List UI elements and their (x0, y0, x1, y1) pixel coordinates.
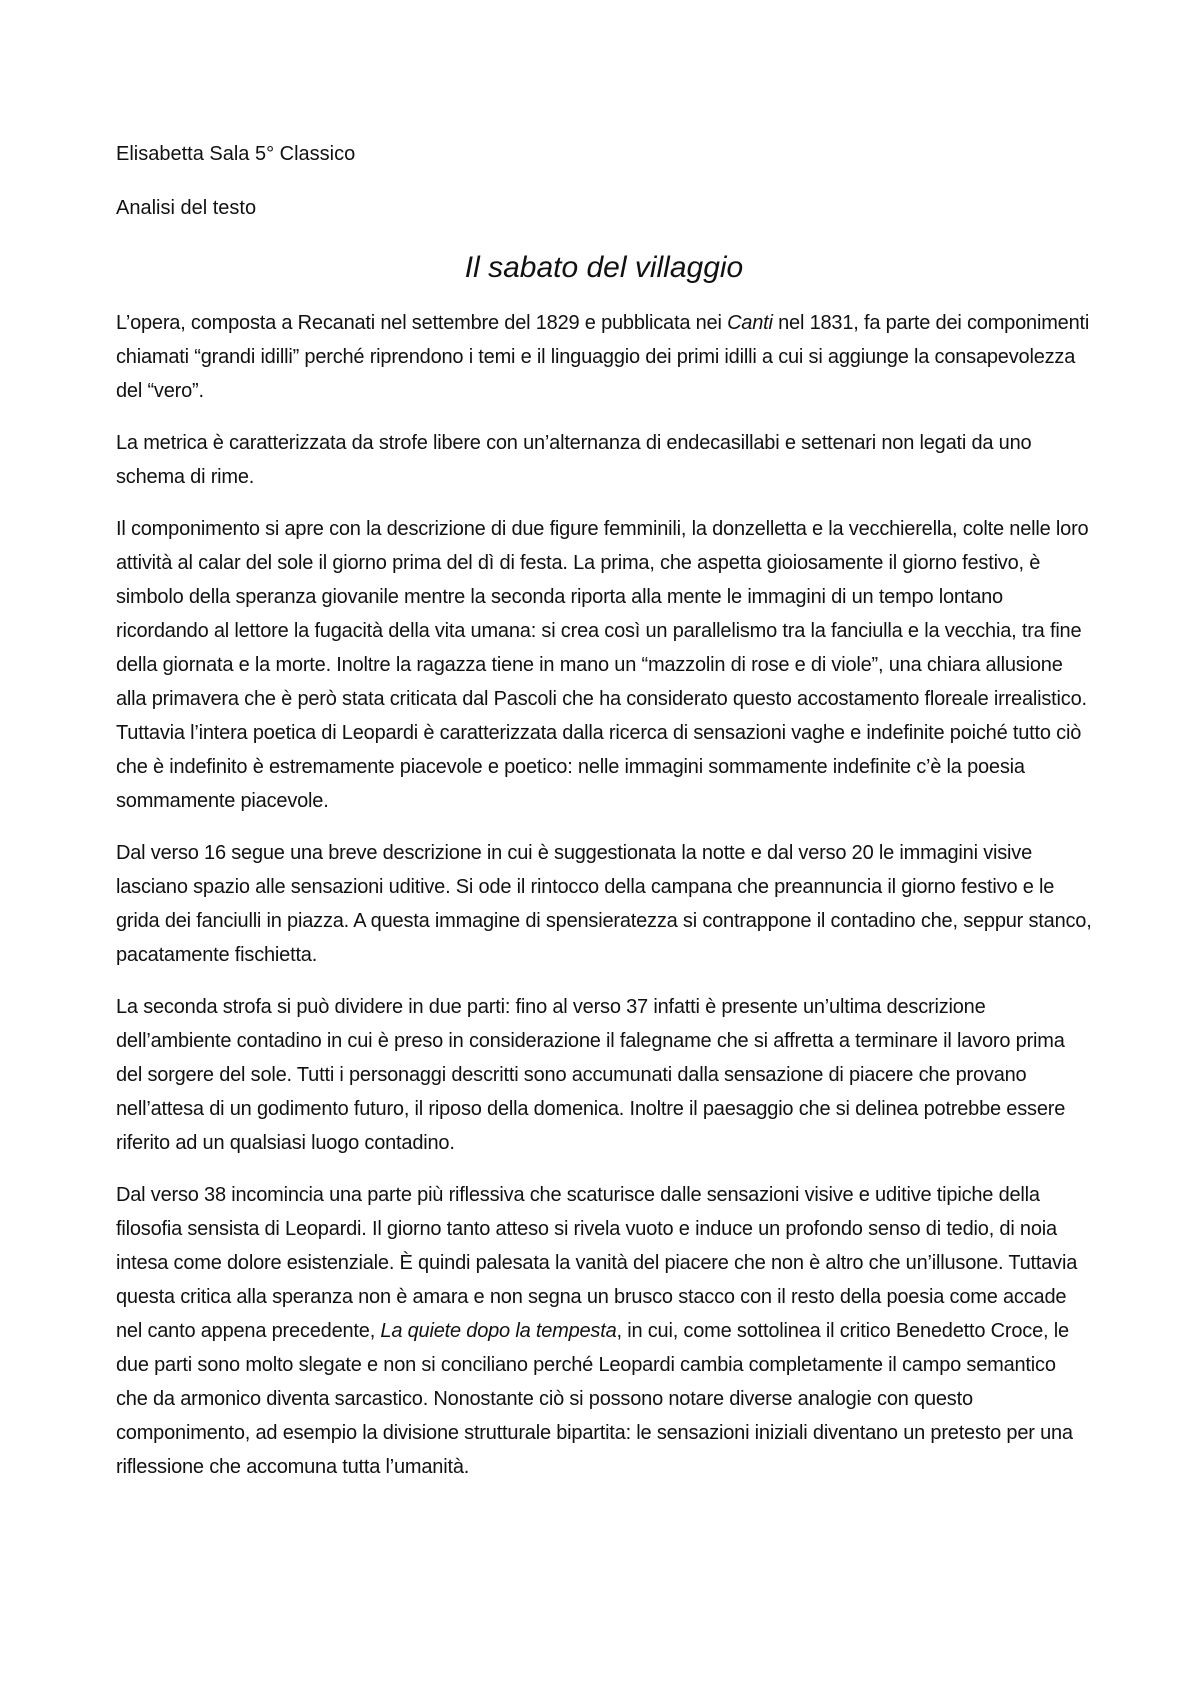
work-title-quiete: La quiete dopo la tempesta (380, 1320, 617, 1342)
paragraph-intro-text-a: L’opera, composta a Recanati nel settembre del 1829 e pubblicata nei (116, 312, 728, 334)
paragraph-verso-38-text-c: , in cui, come sottolinea il critico Benedetto Croce, le due parti sono molto slegate e non si conciliano perché Leopardi cambia completamente il campo semantico che da armonico diventa sarcastico. Nonostante ciò si possono notare diverse analogie con questo componimento, ad esempio la divisione strutturale bipartita: le sensazioni iniziali diventano un pretesto per una riflessione che accomuna tutta l’umanità. (116, 1320, 1073, 1478)
work-title-canti: Canti (727, 312, 773, 334)
paragraph-metrica: La metrica è caratterizzata da strofe libere con un’alternanza di endecasillabi e settenari non legati da uno schema di rime. (116, 432, 1032, 488)
paragraph-verso-38 (116, 1178, 1092, 1484)
author-line: Elisabetta Sala 5° Classico (116, 143, 356, 165)
paragraph-intro (116, 306, 1092, 408)
paragraph-verso-38-text-a: Dal verso 38 incomincia una parte più riflessiva che scaturisce dalle sensazioni visive e uditive tipiche della filosofia sensista di Leopardi. Il giorno tanto atteso si rivela vuoto e induce un profondo senso di tedio, di noia intesa come dolore esistenziale. È quindi palesata la vanità del piacere che non è altro che un’illusone. Tuttavia questa critica alla speranza non è amara e non segna un brusco stacco con il resto della poesia come accade nel canto appena precedente, (116, 1184, 1078, 1342)
paragraph-intro-text-c: nel 1831, fa parte dei componimenti chiamati “grandi idilli” perché riprendono i temi e il linguaggio dei primi idilli a cui si aggiunge la consapevolezza del “vero”. (116, 312, 1090, 402)
paragraph-seconda-strofa: La seconda strofa si può dividere in due parti: fino al verso 37 infatti è presente un’ultima descrizione dell’ambiente contadino in cui è preso in considerazione il falegname che si affretta a terminare il lavoro prima del sorgere del sole. Tutti i personaggi descritti sono accumunati dalla sensazione di piacere che provano nell’attesa di un godimento futuro, il riposo della domenica. Inoltre il paesaggio che si delinea potrebbe essere riferito ad un qualsiasi luogo contadino. (116, 996, 1066, 1154)
document-subtitle: Analisi del testo (116, 197, 257, 219)
paragraph-figure-femminili: Il componimento si apre con la descrizione di due figure femminili, la donzelletta e la vecchierella, colte nelle loro attività al calar del sole il giorno prima del dì di festa. La prima, che aspetta gioiosamente il giorno festivo, è simbolo della speranza giovanile mentre la seconda riporta alla mente le immagini di un tempo lontano ricordando al lettore la fugacità della vita umana: si crea così un parallelismo tra la fanciulla e la vecchia, tra fine della giornata e la morte. Inoltre la ragazza tiene in mano un “mazzolin di rose e di viole”, una chiara allusione alla primavera che è però stata criticata dal Pascoli che ha considerato questo accostamento floreale irrealistico. Tuttavia l’intera poetica di Leopardi è caratterizzata dalla ricerca di sensazioni vaghe e indefinite poiché tutto ciò che è indefinito è estremamente piacevole e poetico: nelle immagini sommamente indefinite c’è la poesia sommamente piacevole. (116, 518, 1089, 812)
paragraph-verso-16: Dal verso 16 segue una breve descrizione in cui è suggestionata la notte e dal verso 20 le immagini visive lasciano spazio alle sensazioni uditive. Si ode il rintocco della campana che preannuncia il giorno festivo e le grida dei fanciulli in piazza. A questa immagine di spensieratezza si contrappone il contadino che, seppur stanco, pacatamente fischietta. (116, 842, 1092, 966)
document-title: Il sabato del villaggio (464, 251, 744, 284)
document-page (116, 140, 1092, 1502)
